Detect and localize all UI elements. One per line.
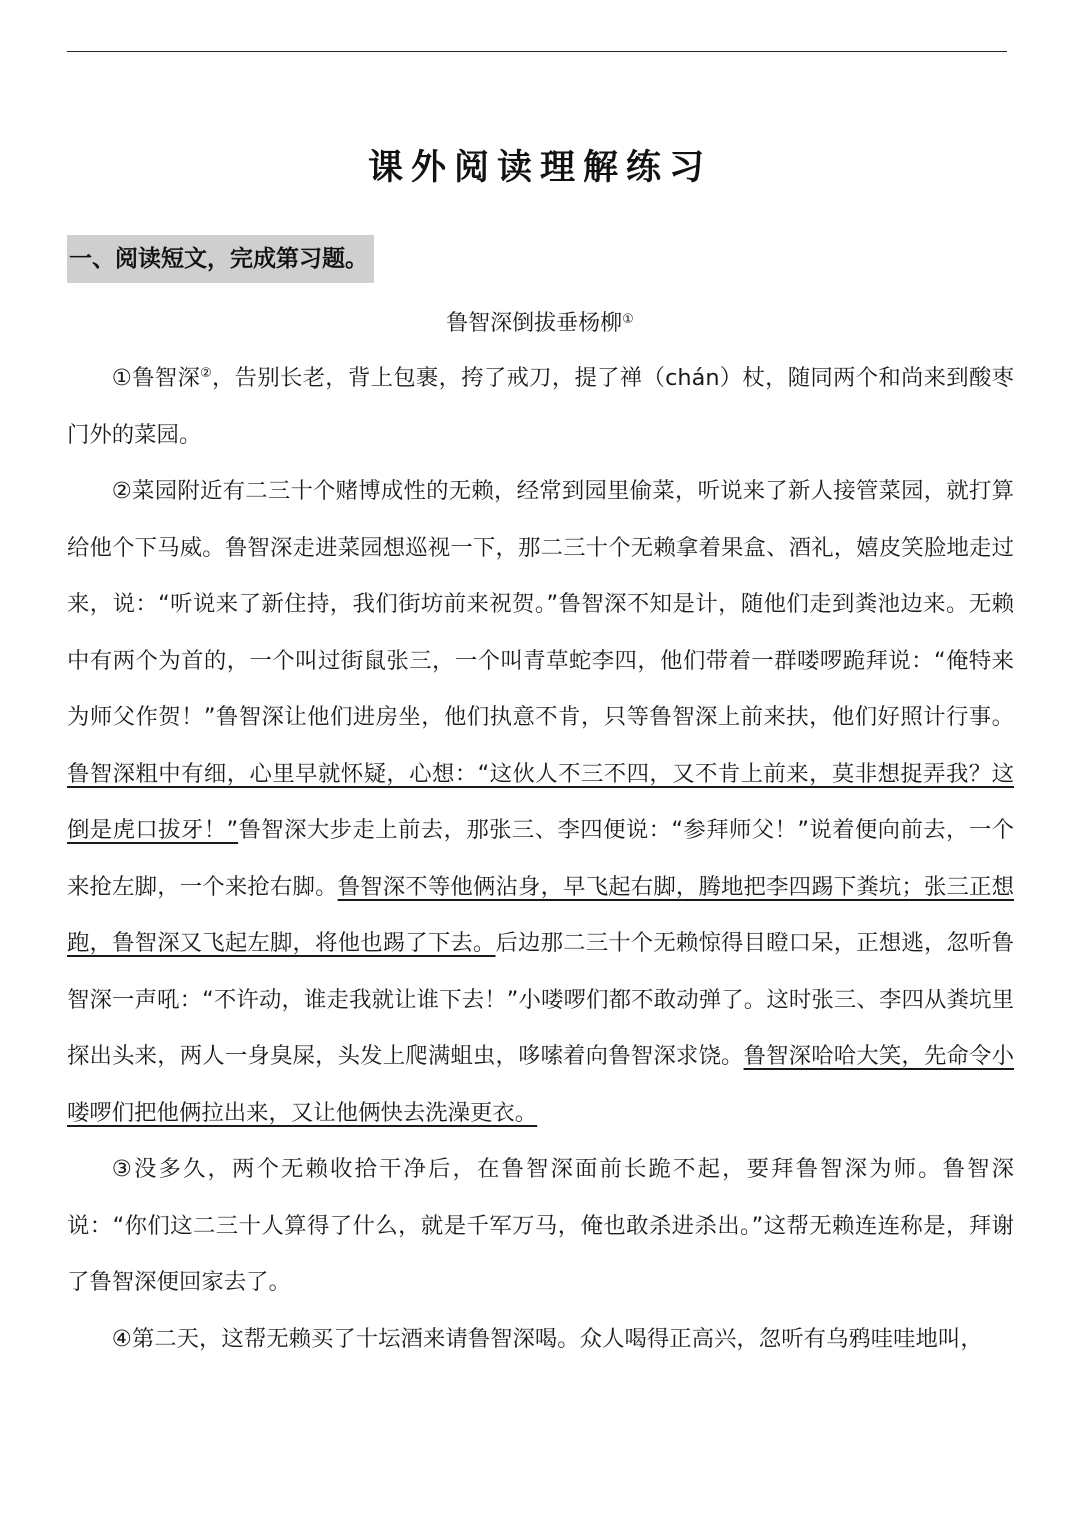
passage-title: [0, 302, 1080, 342]
passage-title-text: 鲁智深倒拔垂杨柳: [446, 311, 623, 336]
footnote-marker: ②: [200, 366, 213, 381]
paragraph-text: 菜园附近有二三十个赌博成性的无赖，经常到园里偷菜，听说来了新人接管菜园，就打算给他个下马威。鲁智深走进菜园想巡视一下，那二三十个无赖拿着果盒、酒礼，嬉皮笑脸地走过来，说：“听说来了新住持，我们街坊前来祝贺。”鲁智深不知是计，随他们走到粪池边来。无赖中有两个为首的，一个叫过街鼠张三，一个叫青草蛇李四，他们带着一群喽啰跪拜说：“俺特来为师父作贺！”鲁智深让他们进房坐，他们执意不肯，只等鲁智深上前来扶，他们好照计行事。: [67, 478, 1015, 730]
underlined-sentence-2: 鲁智深不等他俩沾身，早飞起右脚，腾地把李四踢下粪坑；张三正想跑，鲁智深又飞起左脚，将他也踢了下去。: [67, 873, 1015, 956]
paragraph-number: ③: [111, 1156, 134, 1182]
paragraph-text: ，告别长老，背上包裹，挎了戒刀，提了禅（chán）杖，随同两个和尚来到酸枣门外的菜园。: [67, 365, 1015, 448]
page-title: 课外阅读理解练习: [367, 147, 712, 188]
underlined-sentence-1: 鲁智深粗中有细，心里早就怀疑，心想：“这伙人不三不四，又不肯上前来，莫非想捉弄我？这倒是虎口拔牙！”: [67, 760, 1014, 843]
paragraph-3: [67, 1141, 1014, 1311]
section-heading: 一、阅读短文，完成第习题。: [67, 235, 374, 283]
paragraph-text: 鲁智深大步走上前去，那张三、李四便说：“参拜师父！”说着便向前去，一个来抢左脚，一个来抢右脚。: [67, 817, 1015, 900]
underlined-sentence-3: 鲁智深哈哈大笑，先命令小喽啰们把他俩拉出来，又让他俩快去洗澡更衣。: [67, 1043, 1015, 1126]
paragraph-text: 后边那二三十个无赖惊得目瞪口呆，正想逃，忽听鲁智深一声吼：“不许动，谁走我就让谁下去！”小喽啰们都不敢动弹了。这时张三、李四从粪坑里探出头来，两人一身臭屎，头发上爬满蛆虫，哆嗦着向鲁智深求饶。: [67, 930, 1015, 1069]
paragraph-2: [67, 463, 1014, 1141]
footnote-marker: ①: [622, 312, 634, 327]
paragraph-number: ②: [111, 478, 133, 504]
paragraph-number: ①: [111, 365, 133, 391]
paragraph-number: ④: [111, 1325, 132, 1352]
paragraph-text: 鲁智深: [132, 365, 201, 391]
paragraph-text: 第二天，这帮无赖买了十坛酒来请鲁智深喝。众人喝得正高兴，忽听有乌鸦哇哇地叫，: [131, 1325, 983, 1352]
passage-body: [67, 350, 1014, 1367]
paragraph-4: [67, 1311, 1014, 1368]
paragraph-1: [67, 350, 1014, 463]
paragraph-text: 没多久，两个无赖收拾干净后，在鲁智深面前长跪不起，要拜鲁智深为师。鲁智深说：“你们这二三十人算得了什么，就是千军万马，俺也敢杀进杀出。”这帮无赖连连称是，拜谢了鲁智深便回家去了。: [67, 1156, 1014, 1295]
header-rule: [67, 51, 1007, 52]
